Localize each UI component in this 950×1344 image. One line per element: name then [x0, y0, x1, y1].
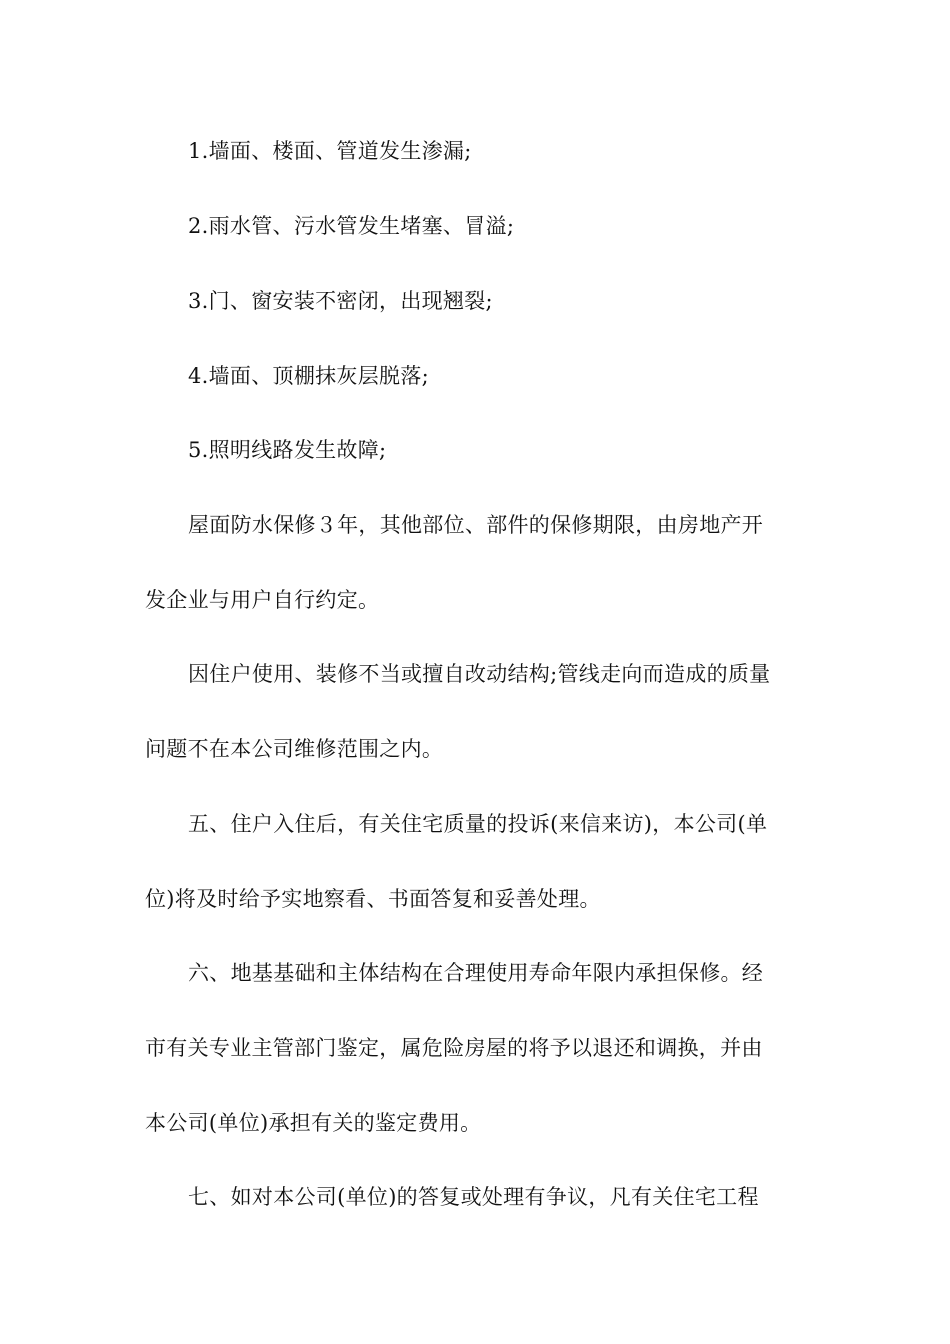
- paragraph-section-7-line-1: 七、如对本公司(单位)的答复或处理有争议，凡有关住宅工程: [188, 1185, 759, 1209]
- list-item-2: 2.雨水管、污水管发生堵塞、冒溢;: [188, 214, 515, 238]
- list-item-4: 4.墙面、顶棚抹灰层脱落;: [188, 364, 430, 388]
- paragraph-exclusion-line-2: 问题不在本公司维修范围之内。: [145, 737, 444, 761]
- paragraph-section-6-line-2: 市有关专业主管部门鉴定，属危险房屋的将予以退还和调换，并由: [145, 1036, 763, 1060]
- list-item-1: 1.墙面、楼面、管道发生渗漏;: [188, 139, 472, 163]
- paragraph-section-6-line-3: 本公司(单位)承担有关的鉴定费用。: [145, 1111, 482, 1135]
- list-item-5: 5.照明线路发生故障;: [188, 438, 387, 462]
- paragraph-exclusion-line-1: 因住户使用、装修不当或擅自改动结构;管线走向而造成的质量: [188, 662, 771, 686]
- paragraph-section-5-line-1: 五、住户入住后，有关住宅质量的投诉(来信来访)，本公司(单: [188, 812, 768, 836]
- paragraph-roof-warranty-line-1: 屋面防水保修３年，其他部位、部件的保修期限，由房地产开: [188, 513, 764, 537]
- list-item-3: 3.门、窗安装不密闭，出现翘裂;: [188, 289, 493, 313]
- paragraph-section-5-line-2: 位)将及时给予实地察看、书面答复和妥善处理。: [145, 887, 601, 911]
- paragraph-roof-warranty-line-2: 发企业与用户自行约定。: [145, 588, 380, 612]
- paragraph-section-6-line-1: 六、地基基础和主体结构在合理使用寿命年限内承担保修。经: [188, 961, 764, 985]
